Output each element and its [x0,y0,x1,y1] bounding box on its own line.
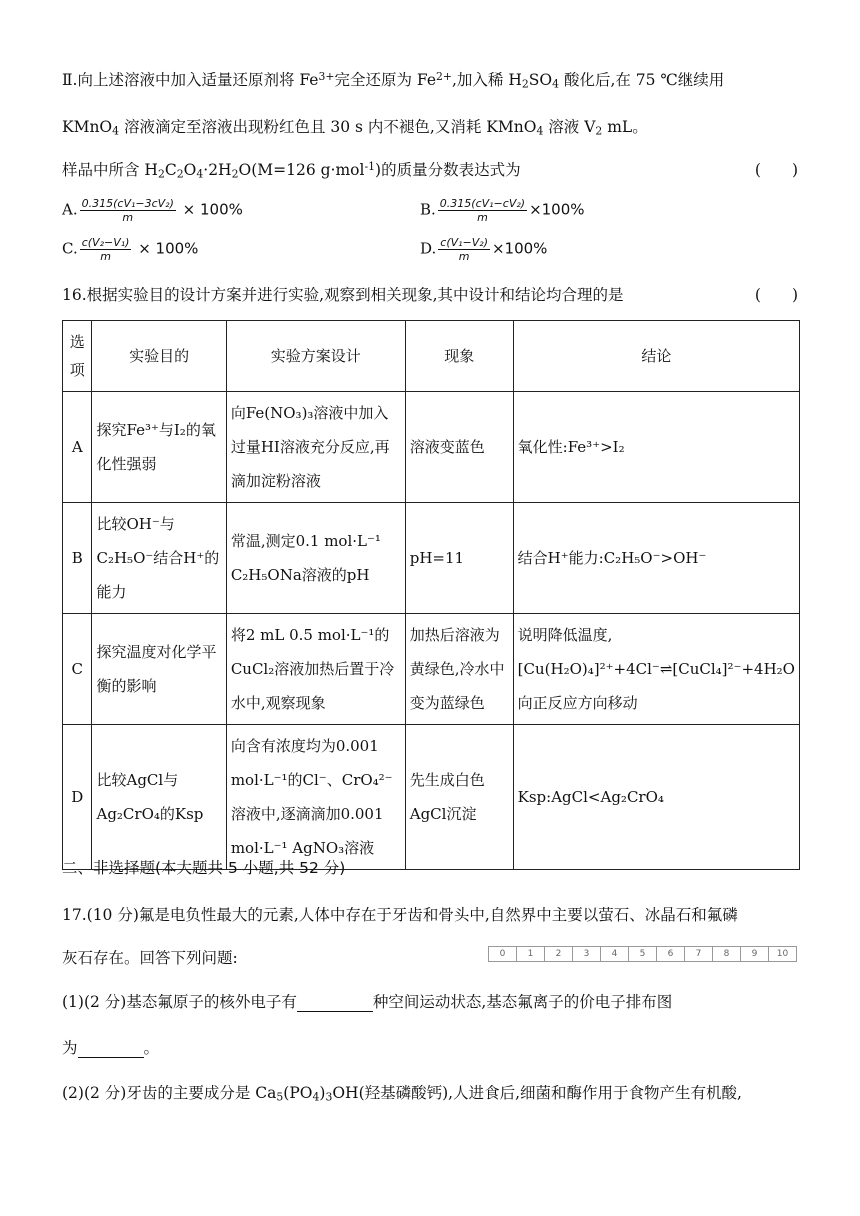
row-option: D [63,725,92,870]
row-phenomenon: 先生成白色AgCl沉淀 [405,725,513,870]
row-conclusion: 氧化性:Fe³⁺>I₂ [513,392,799,503]
row-design: 常温,测定0.1 mol·L⁻¹ C₂H₅ONa溶液的pH [226,503,405,614]
row-phenomenon: pH=11 [405,503,513,614]
header-design: 实验方案设计 [226,321,405,392]
row-phenomenon: 加热后溶液为黄绿色,冷水中变为蓝绿色 [405,614,513,725]
q15-option-b: B. $\frac{\text{0.315(cV₁−cV₂)}}{m}$ ×100% [420,197,585,224]
q17-part2-line1: (2)(2 分)牙齿的主要成分是 $Ca_5(PO_4)_3OH$(羟基磷酸钙),人进食后,细菌和酶作用于食物产生有机酸, [62,1084,742,1104]
step2-line2: KMnO$_4$ 溶液滴定至溶液出现粉红色且 30 s 内不褪色,又消耗 KMnO$_4$ 溶液 $V_2$ mL。 [62,118,648,138]
row-option: C [63,614,92,725]
table-row [63,392,800,503]
header-option: 选项 [63,321,92,392]
score-tick[interactable]: 9 [741,947,769,961]
q15-option-a: A. $\frac{\text{0.315(cV₁−3cV₂)}}{m}$ × 100% [62,197,243,224]
score-tick[interactable]: 5 [629,947,657,961]
row-design: 将2 mL 0.5 mol·L⁻¹的CuCl₂溶液加热后置于冷水中,观察现象 [226,614,405,725]
row-phenomenon: 溶液变蓝色 [405,392,513,503]
score-tick[interactable]: 6 [657,947,685,961]
experiment-table [62,320,800,870]
score-bar[interactable] [488,946,797,962]
row-purpose: 比较AgCl与Ag₂CrO₄的Ksp [92,725,226,870]
q15-option-c: C. $\frac{\text{c(V₂−V₁)}}{m}$ × 100% [62,236,199,263]
row-purpose: 探究温度对化学平衡的影响 [92,614,226,725]
table-row [63,614,800,725]
score-tick[interactable]: 3 [573,947,601,961]
score-tick[interactable]: 0 [489,947,517,961]
q17-part1-line2: 为 。 [62,1039,160,1057]
q17-part1-line1: (1)(2 分)基态氟原子的核外电子有 种空间运动状态,基态氟离子的价电子排布图 [62,993,673,1011]
score-tick[interactable]: 1 [517,947,545,961]
table-row [63,503,800,614]
score-tick[interactable]: 7 [685,947,713,961]
header-phenomenon: 现象 [405,321,513,392]
row-conclusion: Ksp:AgCl<Ag₂CrO₄ [513,725,799,870]
score-tick[interactable]: 4 [601,947,629,961]
step2-line1: Ⅱ.向上述溶液中加入适量还原剂将 $Fe^{3+}$完全还原为 $Fe^{2+}$,加入稀 $H_2SO_4$ 酸化后,在 75 ℃继续用 [62,70,725,91]
table-row [63,725,800,870]
answer-blank-2[interactable] [78,1039,144,1058]
header-conclusion: 结论 [513,321,799,392]
row-purpose: 比较OH⁻与C₂H₅O⁻结合H⁺的能力 [92,503,226,614]
q15-answer-paren: ( ) [754,161,798,179]
row-design: 向Fe(NO₃)₃溶液中加入过量HI溶液充分反应,再滴加淀粉溶液 [226,392,405,503]
row-option: B [63,503,92,614]
score-tick[interactable]: 2 [545,947,573,961]
row-design: 向含有浓度均为0.001 mol·L⁻¹的Cl⁻、CrO₄²⁻溶液中,逐滴滴加0.001 mol·L⁻¹ AgNO₃溶液 [226,725,405,870]
q15-option-d: D. $\frac{\text{c(V₁−V₂)}}{m}$ ×100% [420,236,548,263]
row-conclusion: 结合H⁺能力:C₂H₅O⁻>OH⁻ [513,503,799,614]
q17-stem-line2: 灰石存在。回答下列问题: [62,949,238,967]
q17-stem-line1: 17.(10 分)氟是电负性最大的元素,人体中存在于牙齿和骨头中,自然界中主要以萤石、冰晶石和氟磷 [62,906,738,924]
header-purpose: 实验目的 [92,321,226,392]
score-tick[interactable]: 10 [776,949,789,959]
table-header-row [63,321,800,392]
answer-blank-1[interactable] [297,993,373,1012]
q16-answer-paren: ( ) [754,286,798,304]
q16-stem: 16.根据实验目的设计方案并进行实验,观察到相关现象,其中设计和结论均合理的是 [62,286,624,304]
row-option: A [63,392,92,503]
q15-stem: 样品中所含 $H_2C_2O_4\cdot 2H_2O(M=126$ g·mol$^{-1}$)的质量分数表达式为 [62,160,521,181]
score-tick[interactable]: 8 [713,947,741,961]
row-conclusion: 说明降低温度,[Cu(H₂O)₄]²⁺+4Cl⁻⇌[CuCl₄]²⁻+4H₂O向正反应方向移动 [513,614,799,725]
row-purpose: 探究Fe³⁺与I₂的氧化性强弱 [92,392,226,503]
section-heading: 二、非选择题(本大题共 5 小题,共 52 分) [62,859,346,877]
